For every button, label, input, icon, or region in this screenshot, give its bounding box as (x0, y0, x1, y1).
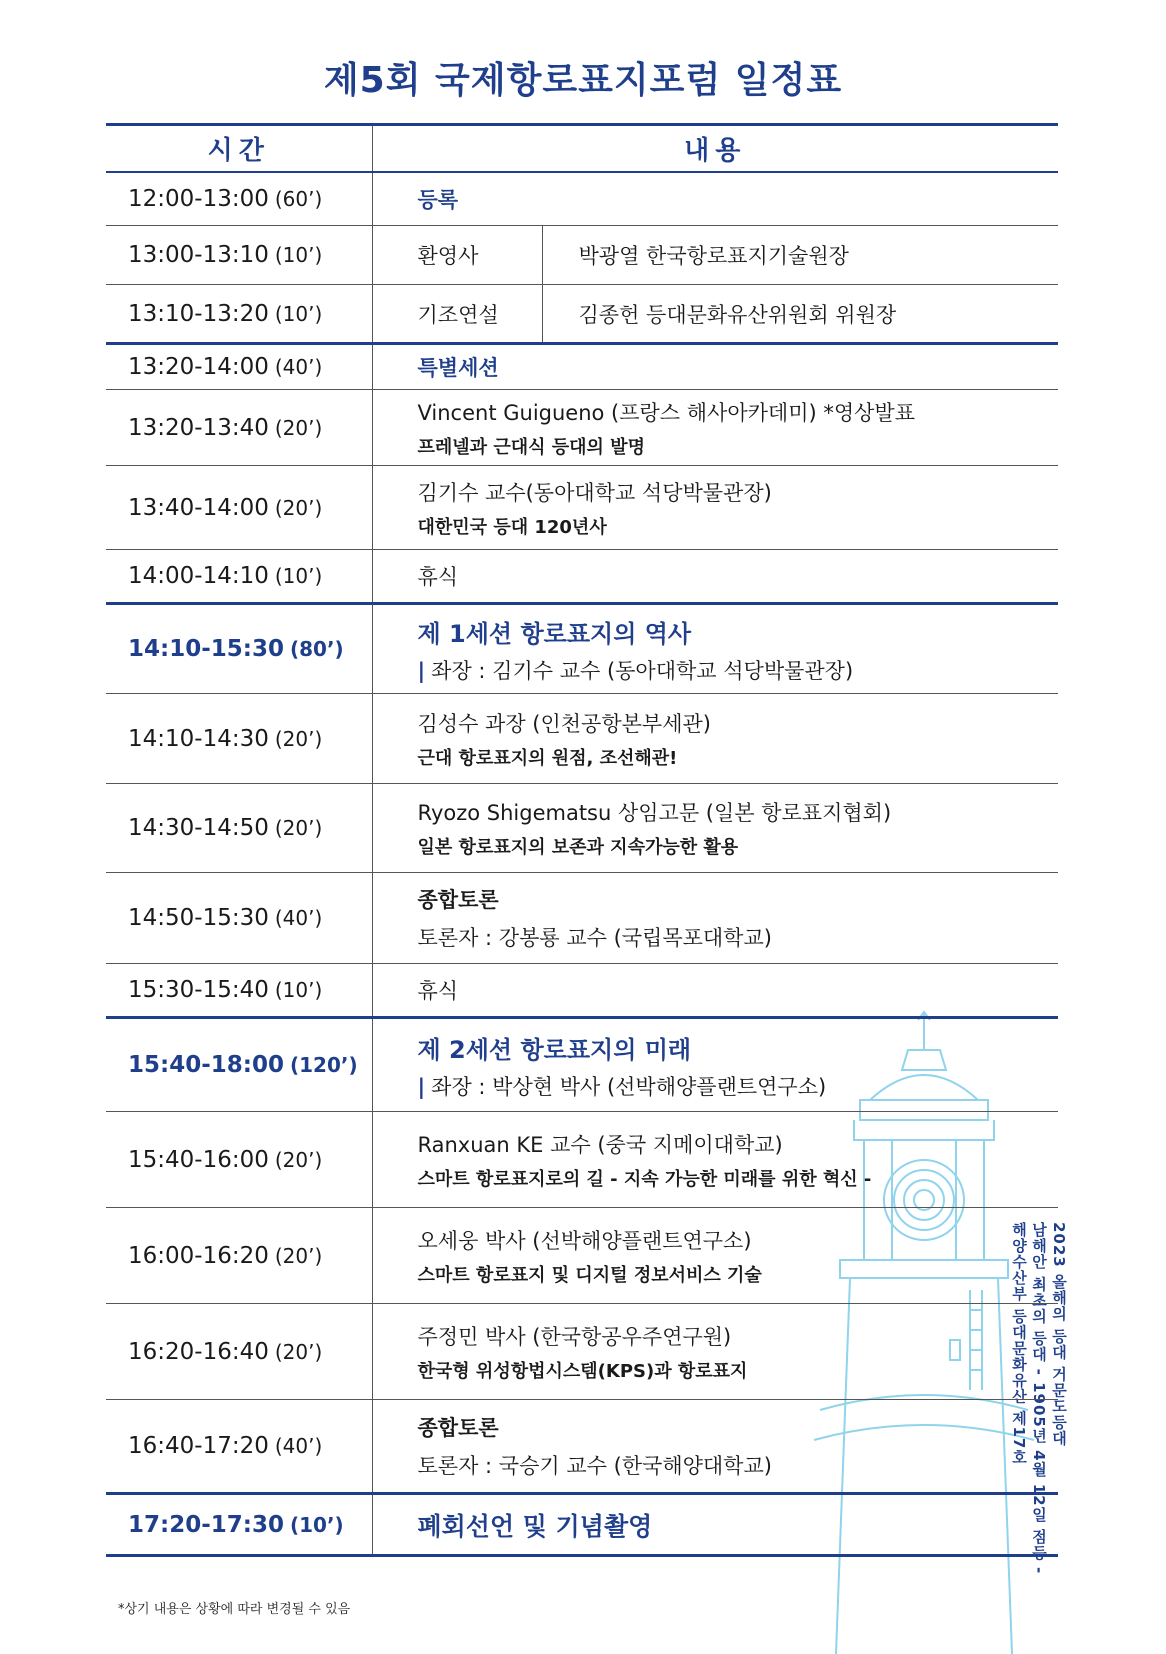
break-label: 휴식 (417, 979, 459, 1003)
duration: (10’) (274, 978, 323, 1002)
section-title: 등록 (417, 187, 459, 212)
duration: (20’) (274, 1243, 323, 1268)
time-range: 16:20-16:40 (128, 1338, 269, 1365)
discussant: 토론자 : 국승기 교수 (한국해양대학교) (417, 1454, 772, 1478)
speaker: 오세웅 박사 (선박해양플랜트연구소) (417, 1228, 752, 1253)
table-row (106, 172, 1058, 226)
talk-title: 대한민국 등대 120년사 (417, 516, 607, 538)
time-range: 13:20-13:40 (128, 414, 269, 441)
speaker: 김기수 교수(동아대학교 석당박물관장) (417, 480, 772, 505)
time-range: 14:10-14:30 (128, 725, 269, 752)
table-row (106, 285, 1058, 344)
schedule-table (106, 123, 1058, 1557)
talk-title: 일본 항로표지의 보존과 지속가능한 활용 (417, 837, 739, 858)
time-range: 13:00-13:10 (128, 242, 269, 268)
table-row (106, 1494, 1058, 1556)
duration: (20’) (274, 1147, 323, 1172)
table-row (106, 466, 1058, 550)
session-chair: 좌장 : 박상현 박사 (선박해양플랜트연구소) (431, 1074, 827, 1099)
talk-title: 스마트 항로표지로의 길 - 지속 가능한 미래를 위한 혁신 - (417, 1168, 872, 1190)
footnote: *상기 내용은 상황에 따라 변경될 수 있음 (118, 1602, 351, 1617)
section-title: 특별세션 (417, 356, 499, 380)
table-row (106, 964, 1058, 1018)
page-title: 제5회 국제항로표지포럼 일정표 (323, 60, 843, 101)
table-row (106, 694, 1058, 784)
table-row (106, 550, 1058, 604)
time-range: 14:00-14:10 (128, 563, 269, 589)
item-label: 환영사 (372, 226, 542, 285)
time-range: 13:40-14:00 (128, 494, 269, 521)
stamp-line-1: 2023 올해의 등대 거문도등대 (1050, 1222, 1068, 1447)
table-row (106, 873, 1058, 964)
duration: (20’) (274, 495, 323, 520)
duration: (60’) (274, 186, 323, 211)
time-range: 13:10-13:20 (128, 300, 269, 327)
time-range: 16:40-17:20 (128, 1433, 269, 1459)
speaker: Ranxuan KE 교수 (중국 지메이대학교) (417, 1132, 783, 1157)
table-row (106, 1208, 1058, 1304)
discussion-title: 종합토론 (417, 888, 499, 912)
discussant: 토론자 : 강봉룡 교수 (국립목포대학교) (417, 926, 772, 950)
time-range: 15:40-16:00 (128, 1146, 269, 1173)
item-detail: 김종헌 등대문화유산위원회 위원장 (542, 285, 1058, 344)
time-range: 13:20-14:00 (128, 354, 269, 380)
duration: (10’) (289, 1512, 344, 1537)
duration: (20’) (274, 726, 323, 751)
time-range: 14:30-14:50 (128, 815, 269, 841)
duration: (40’) (274, 355, 323, 379)
speaker: 김성수 과장 (인천공항본부세관) (417, 711, 711, 736)
table-row (106, 1400, 1058, 1494)
session-chair: 좌장 : 김기수 교수 (동아대학교 석당박물관장) (431, 658, 854, 683)
duration: (120’) (289, 1053, 358, 1077)
table-row (106, 1112, 1058, 1208)
closing-title: 폐회선언 및 기념촬영 (417, 1511, 653, 1541)
duration: (10’) (274, 301, 323, 326)
talk-title: 프레넬과 근대식 등대의 발명 (417, 436, 645, 458)
duration: (20’) (274, 1339, 323, 1364)
discussion-title: 종합토론 (417, 1416, 499, 1440)
duration: (40’) (274, 1434, 323, 1458)
duration: (20’) (274, 816, 323, 840)
table-row (106, 344, 1058, 390)
duration: (10’) (274, 243, 323, 267)
table-row (106, 784, 1058, 873)
item-detail: 박광열 한국항로표지기술원장 (542, 226, 1058, 285)
duration: (10’) (274, 564, 323, 588)
time-range: 14:50-15:30 (128, 905, 269, 931)
chair-marker: | (417, 1074, 426, 1099)
table-row (106, 604, 1058, 694)
table-row (106, 390, 1058, 466)
table-row (106, 1018, 1058, 1112)
chair-marker: | (417, 658, 426, 683)
table-header-row (106, 125, 1058, 172)
talk-title: 근대 항로표지의 원점, 조선해관! (417, 747, 678, 769)
talk-title: 스마트 항로표지 및 디지털 정보서비스 기술 (417, 1264, 762, 1286)
stamp-line-2: 남해안 최초의 등대 - 1905년 4월 12일 점등 - (1030, 1222, 1048, 1575)
speaker: 주정민 박사 (한국항공우주연구원) (417, 1324, 732, 1349)
time-range: 15:30-15:40 (128, 977, 269, 1003)
time-range: 16:00-16:20 (128, 1242, 269, 1269)
duration: (40’) (274, 906, 323, 930)
duration: (20’) (274, 415, 323, 440)
speaker: Vincent Guigueno (프랑스 해사아카데미) *영상발표 (417, 400, 915, 425)
talk-title: 한국형 위성항법시스템(KPS)과 항로표지 (417, 1360, 748, 1382)
session-title: 제 2세션 항로표지의 미래 (417, 1035, 692, 1064)
time-range: 14:10-15:30 (128, 636, 284, 662)
table-row (106, 226, 1058, 285)
break-label: 휴식 (417, 565, 459, 589)
time-range: 15:40-18:00 (128, 1052, 284, 1078)
time-range: 12:00-13:00 (128, 185, 269, 212)
item-label: 기조연설 (372, 285, 542, 344)
speaker: Ryozo Shigematsu 상임고문 (일본 항로표지협회) (417, 801, 892, 825)
header-content: 내용 (372, 125, 1058, 172)
stamp-line-3: 해양수산부 등대문화유산 제17호 (1010, 1222, 1028, 1466)
table-row (106, 1304, 1058, 1400)
duration: (80’) (289, 637, 344, 661)
time-range: 17:20-17:30 (128, 1511, 284, 1538)
session-title: 제 1세션 항로표지의 역사 (417, 619, 692, 648)
header-time: 시간 (106, 125, 372, 172)
